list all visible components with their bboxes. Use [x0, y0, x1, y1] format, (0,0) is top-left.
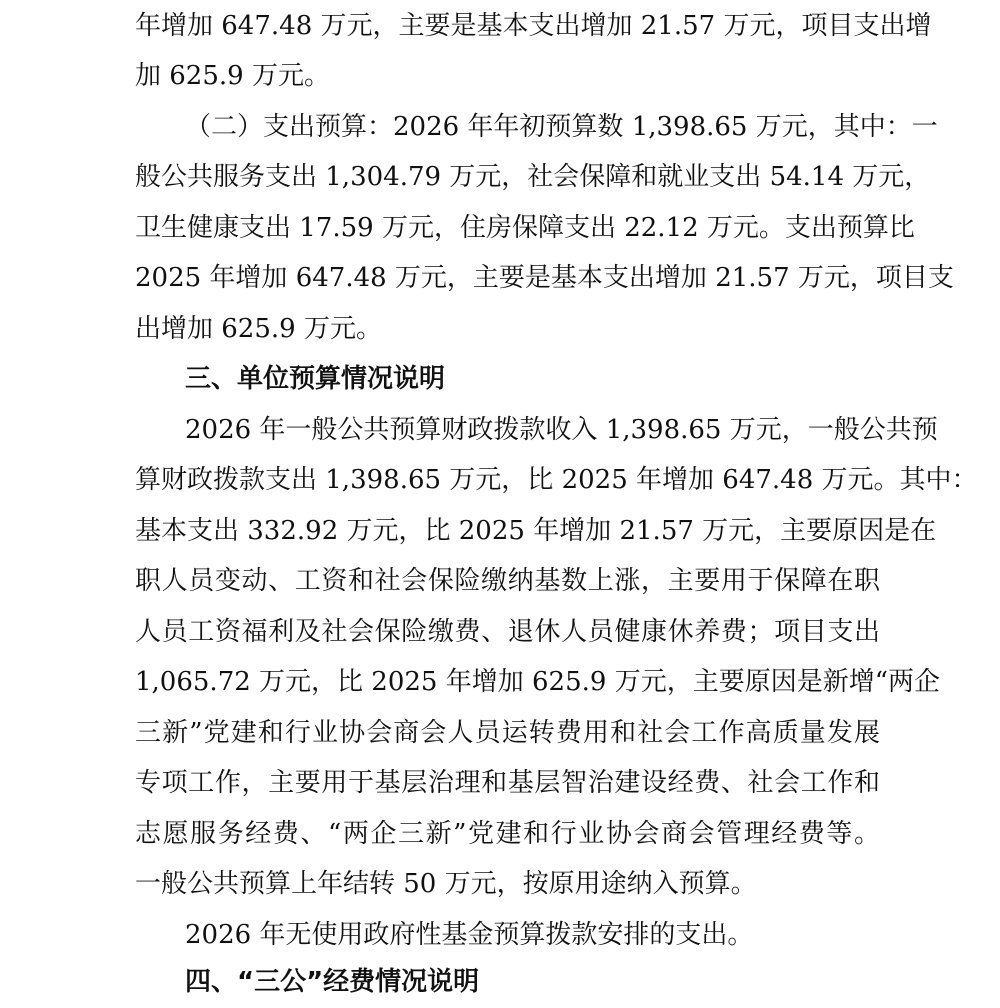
unit-budget-line-3: 基本支出 332.92 万元，比 2025 年增加 21.57 万元，主要原因是在 [135, 516, 937, 546]
unit-budget-line-8: 专项工作，主要用于基层治理和基层智治建设经费、社会工作和 [135, 768, 880, 798]
fund-line-1: 2026 年无使用政府性基金预算拨款安排的支出。 [185, 920, 754, 950]
expenditure-line-4: 2025 年增加 647.48 万元，主要是基本支出增加 21.57 万元，项目支 [135, 263, 954, 293]
unit-budget-line-6: 1,065.72 万元，比 2025 年增加 625.9 万元，主要原因是新增“两企 [135, 667, 940, 697]
unit-budget-line-2: 算财政拨款支出 1,398.65 万元，比 2025 年增加 647.48 万元。其中： [135, 465, 978, 495]
section-heading-4: 四、“三公”经费情况说明 [185, 967, 480, 997]
unit-budget-line-5: 人员工资福利及社会保险缴费、退休人员健康休养费；项目支出 [135, 617, 880, 647]
income-tail-line-1: 年增加 647.48 万元，主要是基本支出增加 21.57 万元，项目支出增 [135, 11, 932, 41]
expenditure-line-5: 出增加 625.9 万元。 [135, 314, 382, 344]
unit-budget-line-9: 志愿服务经费、“两企三新”党建和行业协会商会管理经费等。 [135, 819, 880, 849]
unit-budget-line-1: 2026 年一般公共预算财政拨款收入 1,398.65 万元，一般公共预 [185, 415, 938, 445]
expenditure-line-2: 般公共服务支出 1,304.79 万元，社会保障和就业支出 54.14 万元， [135, 162, 931, 192]
income-tail-line-2: 加 625.9 万元。 [135, 61, 330, 91]
section-heading-3: 三、单位预算情况说明 [185, 364, 446, 394]
unit-budget-line-10: 一般公共预算上年结转 50 万元，按原用途纳入预算。 [135, 869, 757, 899]
expenditure-line-1: （二）支出预算：2026 年年初预算数 1,398.65 万元，其中：一 [185, 112, 938, 142]
unit-budget-line-4: 职人员变动、工资和社会保险缴纳基数上涨，主要用于保障在职 [135, 566, 880, 596]
expenditure-line-3: 卫生健康支出 17.59 万元，住房保障支出 22.12 万元。支出预算比 [135, 213, 915, 243]
unit-budget-line-7: 三新”党建和行业协会商会人员运转费用和社会工作高质量发展 [135, 718, 880, 748]
